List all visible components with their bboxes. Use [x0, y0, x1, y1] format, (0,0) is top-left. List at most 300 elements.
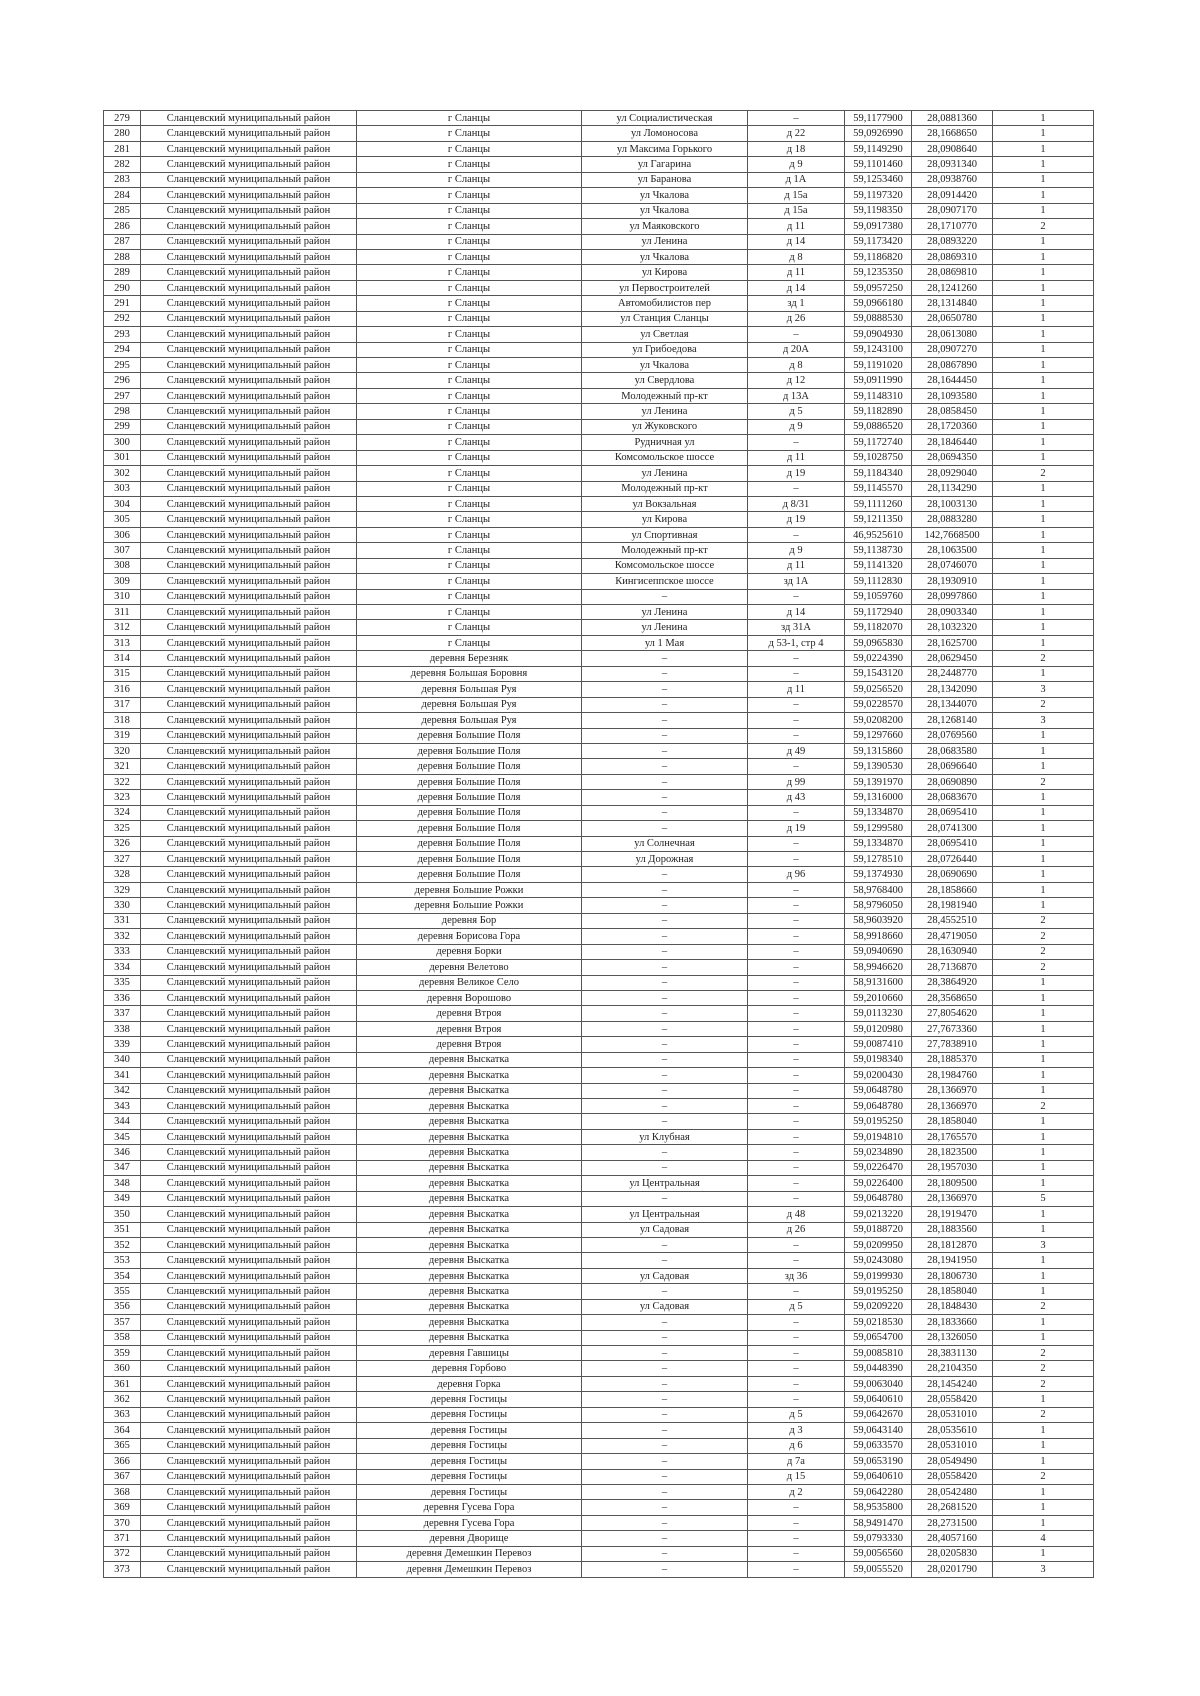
- table-row: [104, 836, 1094, 851]
- row-number: 340: [104, 1052, 141, 1067]
- settlement-cell: деревня Гостицы: [357, 1484, 582, 1499]
- settlement-cell: г Сланцы: [357, 234, 582, 249]
- count-cell: 1: [993, 141, 1094, 156]
- latitude-cell: 59,1112830: [845, 574, 912, 589]
- table-row: [104, 1068, 1094, 1083]
- count-cell: 1: [993, 867, 1094, 882]
- district-cell: Сланцевский муниципальный район: [141, 342, 357, 357]
- count-cell: 2: [993, 219, 1094, 234]
- district-cell: Сланцевский муниципальный район: [141, 388, 357, 403]
- settlement-cell: г Сланцы: [357, 342, 582, 357]
- settlement-cell: деревня Выскатка: [357, 1299, 582, 1314]
- row-number: 287: [104, 234, 141, 249]
- house-cell: д 5: [748, 1299, 845, 1314]
- table-row: [104, 280, 1094, 295]
- house-cell: –: [748, 666, 845, 681]
- count-cell: 1: [993, 481, 1094, 496]
- count-cell: 3: [993, 682, 1094, 697]
- settlement-cell: г Сланцы: [357, 157, 582, 172]
- district-cell: Сланцевский муниципальный район: [141, 1207, 357, 1222]
- house-cell: –: [748, 913, 845, 928]
- table-row: [104, 373, 1094, 388]
- district-cell: Сланцевский муниципальный район: [141, 1515, 357, 1530]
- street-cell: ул Садовая: [582, 1268, 748, 1283]
- row-number: 320: [104, 743, 141, 758]
- table-row: [104, 666, 1094, 681]
- row-number: 347: [104, 1160, 141, 1175]
- table-row: [104, 913, 1094, 928]
- settlement-cell: деревня Выскатка: [357, 1253, 582, 1268]
- latitude-cell: 46,9525610: [845, 527, 912, 542]
- table-row: [104, 1284, 1094, 1299]
- street-cell: –: [582, 898, 748, 913]
- longitude-cell: 28,1812870: [912, 1237, 993, 1252]
- table-row: [104, 141, 1094, 156]
- house-cell: –: [748, 960, 845, 975]
- street-cell: ул Дорожная: [582, 852, 748, 867]
- street-cell: –: [582, 1484, 748, 1499]
- settlement-cell: деревня Выскатка: [357, 1129, 582, 1144]
- longitude-cell: 28,1366970: [912, 1083, 993, 1098]
- row-number: 297: [104, 388, 141, 403]
- district-cell: Сланцевский муниципальный район: [141, 960, 357, 975]
- count-cell: 3: [993, 1562, 1094, 1577]
- row-number: 344: [104, 1114, 141, 1129]
- settlement-cell: деревня Гостицы: [357, 1423, 582, 1438]
- house-cell: –: [748, 1114, 845, 1129]
- table-row: [104, 1454, 1094, 1469]
- settlement-cell: деревня Большие Поля: [357, 759, 582, 774]
- street-cell: –: [582, 882, 748, 897]
- table-row: [104, 1515, 1094, 1530]
- street-cell: –: [582, 1376, 748, 1391]
- longitude-cell: 27,7673360: [912, 1021, 993, 1036]
- row-number: 308: [104, 558, 141, 573]
- row-number: 281: [104, 141, 141, 156]
- count-cell: 1: [993, 1454, 1094, 1469]
- latitude-cell: 59,1173420: [845, 234, 912, 249]
- table-row: [104, 1145, 1094, 1160]
- house-cell: д 8/31: [748, 496, 845, 511]
- latitude-cell: 59,1148310: [845, 388, 912, 403]
- longitude-cell: 27,7838910: [912, 1037, 993, 1052]
- house-cell: д 49: [748, 743, 845, 758]
- row-number: 322: [104, 774, 141, 789]
- street-cell: ул Ленина: [582, 466, 748, 481]
- district-cell: Сланцевский муниципальный район: [141, 929, 357, 944]
- street-cell: –: [582, 790, 748, 805]
- district-cell: Сланцевский муниципальный район: [141, 1191, 357, 1206]
- house-cell: д 19: [748, 466, 845, 481]
- row-number: 339: [104, 1037, 141, 1052]
- district-cell: Сланцевский муниципальный район: [141, 1268, 357, 1283]
- house-cell: –: [748, 651, 845, 666]
- row-number: 363: [104, 1407, 141, 1422]
- street-cell: ул Садовая: [582, 1299, 748, 1314]
- settlement-cell: г Сланцы: [357, 496, 582, 511]
- house-cell: –: [748, 1392, 845, 1407]
- table-row: [104, 1392, 1094, 1407]
- table-row: [104, 1438, 1094, 1453]
- latitude-cell: 59,0195250: [845, 1114, 912, 1129]
- address-table-page: [103, 110, 1093, 1578]
- street-cell: –: [582, 960, 748, 975]
- row-number: 362: [104, 1392, 141, 1407]
- house-cell: зд 31А: [748, 620, 845, 635]
- house-cell: –: [748, 1562, 845, 1577]
- count-cell: 1: [993, 1006, 1094, 1021]
- latitude-cell: 59,0886520: [845, 419, 912, 434]
- street-cell: –: [582, 1407, 748, 1422]
- house-cell: д 5: [748, 1407, 845, 1422]
- table-row: [104, 651, 1094, 666]
- street-cell: –: [582, 1346, 748, 1361]
- latitude-cell: 59,0648780: [845, 1099, 912, 1114]
- count-cell: 1: [993, 111, 1094, 126]
- house-cell: –: [748, 805, 845, 820]
- settlement-cell: г Сланцы: [357, 419, 582, 434]
- settlement-cell: деревня Втроя: [357, 1037, 582, 1052]
- settlement-cell: деревня Ворошово: [357, 990, 582, 1005]
- settlement-cell: деревня Большая Руя: [357, 682, 582, 697]
- street-cell: –: [582, 990, 748, 1005]
- settlement-cell: деревня Борки: [357, 944, 582, 959]
- latitude-cell: 59,1182890: [845, 404, 912, 419]
- street-cell: ул Центральная: [582, 1176, 748, 1191]
- district-cell: Сланцевский муниципальный район: [141, 496, 357, 511]
- street-cell: ул Чкалова: [582, 188, 748, 203]
- street-cell: ул Гагарина: [582, 157, 748, 172]
- latitude-cell: 59,0200430: [845, 1068, 912, 1083]
- house-cell: д 1А: [748, 172, 845, 187]
- longitude-cell: 28,3568650: [912, 990, 993, 1005]
- table-row: [104, 496, 1094, 511]
- count-cell: 3: [993, 713, 1094, 728]
- row-number: 326: [104, 836, 141, 851]
- settlement-cell: деревня Выскатка: [357, 1099, 582, 1114]
- longitude-cell: 28,2104350: [912, 1361, 993, 1376]
- latitude-cell: 59,0199930: [845, 1268, 912, 1283]
- table-row: [104, 713, 1094, 728]
- house-cell: –: [748, 975, 845, 990]
- settlement-cell: г Сланцы: [357, 219, 582, 234]
- house-cell: д 11: [748, 450, 845, 465]
- longitude-cell: 28,0613080: [912, 327, 993, 342]
- latitude-cell: 59,0085810: [845, 1346, 912, 1361]
- district-cell: Сланцевский муниципальный район: [141, 1114, 357, 1129]
- street-cell: Комсомольское шоссе: [582, 450, 748, 465]
- latitude-cell: 59,1297660: [845, 728, 912, 743]
- house-cell: д 11: [748, 219, 845, 234]
- longitude-cell: 28,0690690: [912, 867, 993, 882]
- district-cell: Сланцевский муниципальный район: [141, 1006, 357, 1021]
- house-cell: –: [748, 481, 845, 496]
- row-number: 353: [104, 1253, 141, 1268]
- district-cell: Сланцевский муниципальный район: [141, 219, 357, 234]
- house-cell: –: [748, 1052, 845, 1067]
- house-cell: –: [748, 1253, 845, 1268]
- settlement-cell: деревня Выскатка: [357, 1191, 582, 1206]
- latitude-cell: 59,0793330: [845, 1531, 912, 1546]
- settlement-cell: деревня Выскатка: [357, 1237, 582, 1252]
- district-cell: Сланцевский муниципальный район: [141, 1222, 357, 1237]
- row-number: 312: [104, 620, 141, 635]
- house-cell: –: [748, 713, 845, 728]
- table-row: [104, 898, 1094, 913]
- house-cell: –: [748, 1346, 845, 1361]
- row-number: 342: [104, 1083, 141, 1098]
- settlement-cell: деревня Выскатка: [357, 1068, 582, 1083]
- longitude-cell: 28,1885370: [912, 1052, 993, 1067]
- count-cell: 2: [993, 1376, 1094, 1391]
- table-row: [104, 1330, 1094, 1345]
- count-cell: 2: [993, 774, 1094, 789]
- longitude-cell: 28,1984760: [912, 1068, 993, 1083]
- longitude-cell: 142,7668500: [912, 527, 993, 542]
- house-cell: –: [748, 1191, 845, 1206]
- latitude-cell: 59,1299580: [845, 821, 912, 836]
- row-number: 300: [104, 435, 141, 450]
- latitude-cell: 59,0911990: [845, 373, 912, 388]
- row-number: 305: [104, 512, 141, 527]
- house-cell: –: [748, 1330, 845, 1345]
- district-cell: Сланцевский муниципальный район: [141, 805, 357, 820]
- count-cell: 1: [993, 172, 1094, 187]
- row-number: 284: [104, 188, 141, 203]
- latitude-cell: 59,0055520: [845, 1562, 912, 1577]
- count-cell: 1: [993, 265, 1094, 280]
- count-cell: 1: [993, 512, 1094, 527]
- table-row: [104, 481, 1094, 496]
- row-number: 372: [104, 1546, 141, 1561]
- settlement-cell: деревня Демешкин Перевоз: [357, 1562, 582, 1577]
- longitude-cell: 27,8054620: [912, 1006, 993, 1021]
- district-cell: Сланцевский муниципальный район: [141, 311, 357, 326]
- table-row: [104, 1423, 1094, 1438]
- row-number: 321: [104, 759, 141, 774]
- row-number: 357: [104, 1315, 141, 1330]
- longitude-cell: 28,0531010: [912, 1407, 993, 1422]
- latitude-cell: 59,1141320: [845, 558, 912, 573]
- settlement-cell: деревня Березняк: [357, 651, 582, 666]
- count-cell: 2: [993, 1469, 1094, 1484]
- street-cell: –: [582, 1191, 748, 1206]
- longitude-cell: 28,1342090: [912, 682, 993, 697]
- house-cell: –: [748, 1361, 845, 1376]
- settlement-cell: г Сланцы: [357, 373, 582, 388]
- house-cell: –: [748, 759, 845, 774]
- district-cell: Сланцевский муниципальный район: [141, 450, 357, 465]
- table-row: [104, 1407, 1094, 1422]
- count-cell: 4: [993, 1531, 1094, 1546]
- street-cell: –: [582, 1469, 748, 1484]
- settlement-cell: деревня Большая Руя: [357, 697, 582, 712]
- row-number: 371: [104, 1531, 141, 1546]
- house-cell: –: [748, 1006, 845, 1021]
- house-cell: д 43: [748, 790, 845, 805]
- latitude-cell: 59,0640610: [845, 1392, 912, 1407]
- table-row: [104, 852, 1094, 867]
- row-number: 352: [104, 1237, 141, 1252]
- street-cell: –: [582, 1068, 748, 1083]
- longitude-cell: 28,0858450: [912, 404, 993, 419]
- street-cell: Кингисеппское шоссе: [582, 574, 748, 589]
- row-number: 355: [104, 1284, 141, 1299]
- count-cell: 1: [993, 1315, 1094, 1330]
- house-cell: –: [748, 1176, 845, 1191]
- house-cell: д 53-1, стр 4: [748, 635, 845, 650]
- street-cell: Комсомольское шоссе: [582, 558, 748, 573]
- longitude-cell: 28,2681520: [912, 1500, 993, 1515]
- row-number: 295: [104, 358, 141, 373]
- district-cell: Сланцевский муниципальный район: [141, 975, 357, 990]
- street-cell: ул Грибоедова: [582, 342, 748, 357]
- row-number: 346: [104, 1145, 141, 1160]
- settlement-cell: деревня Большие Рожки: [357, 898, 582, 913]
- latitude-cell: 59,1184340: [845, 466, 912, 481]
- row-number: 350: [104, 1207, 141, 1222]
- latitude-cell: 59,0209220: [845, 1299, 912, 1314]
- district-cell: Сланцевский муниципальный район: [141, 404, 357, 419]
- street-cell: –: [582, 975, 748, 990]
- row-number: 289: [104, 265, 141, 280]
- longitude-cell: 28,0938760: [912, 172, 993, 187]
- street-cell: ул Ленина: [582, 404, 748, 419]
- count-cell: 1: [993, 1284, 1094, 1299]
- district-cell: Сланцевский муниципальный район: [141, 666, 357, 681]
- row-number: 294: [104, 342, 141, 357]
- row-number: 323: [104, 790, 141, 805]
- table-row: [104, 111, 1094, 126]
- district-cell: Сланцевский муниципальный район: [141, 296, 357, 311]
- table-row: [104, 1052, 1094, 1067]
- table-row: [104, 1346, 1094, 1361]
- latitude-cell: 59,1182070: [845, 620, 912, 635]
- latitude-cell: 59,0653190: [845, 1454, 912, 1469]
- longitude-cell: 28,1919470: [912, 1207, 993, 1222]
- count-cell: 1: [993, 1160, 1094, 1175]
- count-cell: 1: [993, 759, 1094, 774]
- house-cell: д 19: [748, 512, 845, 527]
- settlement-cell: деревня Борисова Гора: [357, 929, 582, 944]
- row-number: 332: [104, 929, 141, 944]
- district-cell: Сланцевский муниципальный район: [141, 543, 357, 558]
- district-cell: Сланцевский муниципальный район: [141, 1284, 357, 1299]
- count-cell: 3: [993, 1237, 1094, 1252]
- count-cell: 5: [993, 1191, 1094, 1206]
- row-number: 292: [104, 311, 141, 326]
- table-row: [104, 821, 1094, 836]
- table-row: [104, 435, 1094, 450]
- count-cell: 1: [993, 990, 1094, 1005]
- house-cell: д 14: [748, 280, 845, 295]
- house-cell: –: [748, 944, 845, 959]
- longitude-cell: 28,1957030: [912, 1160, 993, 1175]
- table-row: [104, 419, 1094, 434]
- district-cell: Сланцевский муниципальный район: [141, 1454, 357, 1469]
- count-cell: 1: [993, 620, 1094, 635]
- latitude-cell: 59,1191020: [845, 358, 912, 373]
- settlement-cell: деревня Дворище: [357, 1531, 582, 1546]
- longitude-cell: 28,1981940: [912, 898, 993, 913]
- district-cell: Сланцевский муниципальный район: [141, 836, 357, 851]
- count-cell: 1: [993, 1114, 1094, 1129]
- row-number: 349: [104, 1191, 141, 1206]
- longitude-cell: 28,1366970: [912, 1191, 993, 1206]
- row-number: 324: [104, 805, 141, 820]
- street-cell: –: [582, 759, 748, 774]
- district-cell: Сланцевский муниципальный район: [141, 1500, 357, 1515]
- count-cell: 1: [993, 635, 1094, 650]
- street-cell: –: [582, 1454, 748, 1469]
- latitude-cell: 59,0198340: [845, 1052, 912, 1067]
- latitude-cell: 58,9535800: [845, 1500, 912, 1515]
- house-cell: –: [748, 836, 845, 851]
- latitude-cell: 59,1543120: [845, 666, 912, 681]
- longitude-cell: 28,0683670: [912, 790, 993, 805]
- street-cell: –: [582, 589, 748, 604]
- longitude-cell: 28,4057160: [912, 1531, 993, 1546]
- latitude-cell: 59,0224390: [845, 651, 912, 666]
- longitude-cell: 28,0907270: [912, 342, 993, 357]
- district-cell: Сланцевский муниципальный район: [141, 1392, 357, 1407]
- longitude-cell: 28,1134290: [912, 481, 993, 496]
- longitude-cell: 28,2731500: [912, 1515, 993, 1530]
- settlement-cell: деревня Гостицы: [357, 1454, 582, 1469]
- district-cell: Сланцевский муниципальный район: [141, 1099, 357, 1114]
- house-cell: зд 1: [748, 296, 845, 311]
- district-cell: Сланцевский муниципальный район: [141, 1546, 357, 1561]
- district-cell: Сланцевский муниципальный район: [141, 249, 357, 264]
- table-row: [104, 1361, 1094, 1376]
- table-row: [104, 1299, 1094, 1314]
- longitude-cell: 28,0929040: [912, 466, 993, 481]
- count-cell: 1: [993, 234, 1094, 249]
- settlement-cell: деревня Выскатка: [357, 1222, 582, 1237]
- latitude-cell: 59,1028750: [845, 450, 912, 465]
- latitude-cell: 59,0228570: [845, 697, 912, 712]
- row-number: 282: [104, 157, 141, 172]
- table-row: [104, 1114, 1094, 1129]
- street-cell: –: [582, 1531, 748, 1546]
- house-cell: –: [748, 1515, 845, 1530]
- table-row: [104, 512, 1094, 527]
- longitude-cell: 28,0931340: [912, 157, 993, 172]
- settlement-cell: деревня Горка: [357, 1376, 582, 1391]
- street-cell: Молодежный пр-кт: [582, 481, 748, 496]
- row-number: 325: [104, 821, 141, 836]
- street-cell: ул Баранова: [582, 172, 748, 187]
- latitude-cell: 58,9796050: [845, 898, 912, 913]
- district-cell: Сланцевский муниципальный район: [141, 1083, 357, 1098]
- settlement-cell: г Сланцы: [357, 605, 582, 620]
- row-number: 328: [104, 867, 141, 882]
- row-number: 367: [104, 1469, 141, 1484]
- count-cell: 1: [993, 1253, 1094, 1268]
- longitude-cell: 28,1833660: [912, 1315, 993, 1330]
- house-cell: –: [748, 929, 845, 944]
- house-cell: д 13А: [748, 388, 845, 403]
- district-cell: Сланцевский муниципальный район: [141, 651, 357, 666]
- table-row: [104, 388, 1094, 403]
- count-cell: 1: [993, 280, 1094, 295]
- house-cell: –: [748, 1546, 845, 1561]
- street-cell: ул Кирова: [582, 265, 748, 280]
- table-row: [104, 805, 1094, 820]
- table-row: [104, 1037, 1094, 1052]
- latitude-cell: 59,0218530: [845, 1315, 912, 1330]
- row-number: 318: [104, 713, 141, 728]
